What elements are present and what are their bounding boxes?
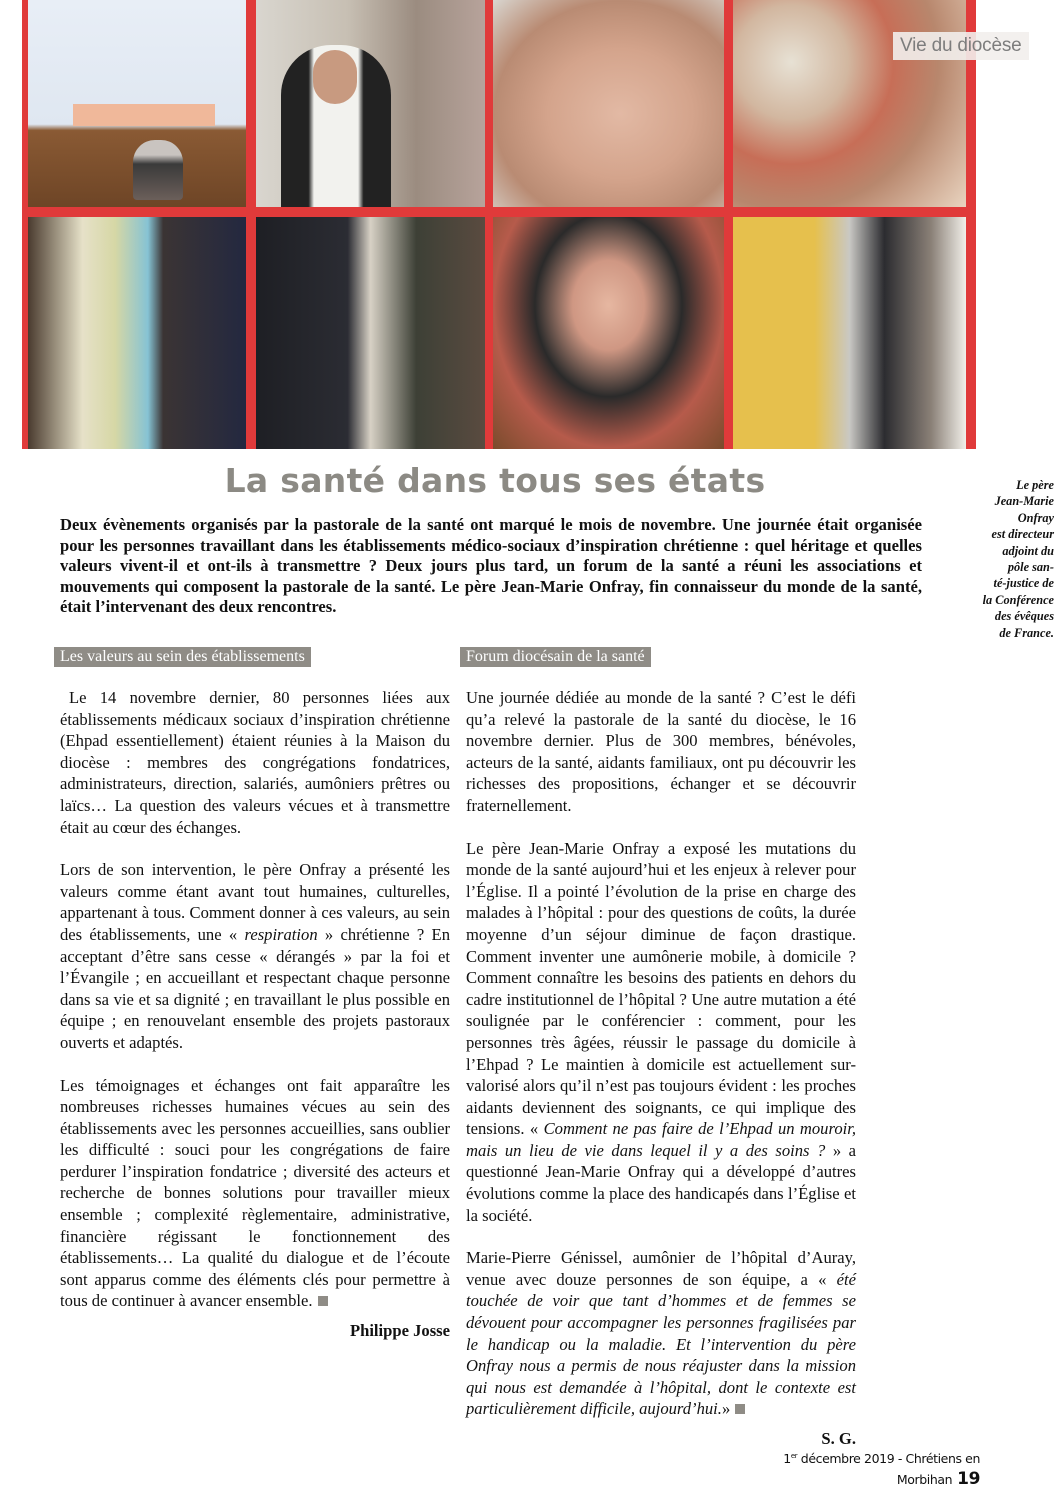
right-column-heading: Forum diocésain de la santé: [460, 647, 651, 667]
photo-forum-stands: [733, 217, 966, 449]
photo-grid: [22, 0, 976, 449]
photo-two-men: [256, 217, 485, 449]
caption-line: Le père: [1016, 478, 1054, 492]
author-signature: Philippe Josse: [349, 1321, 450, 1341]
caption-line: té-justice de: [993, 576, 1054, 591]
emphasis: été touchée de voir que tant d’hommes et de femmes se dévouent pour accompagner les personnes fragilisées par le handicap ou la maladie. Et l’intervention du père Onfray nous a permis de nous réajuster dans la mission qui nous est demandée à l’hôpital, dont le contexte est particulièrement difficile, aujourd’hui.: [466, 1269, 856, 1419]
paragraph: [60, 1075, 450, 1313]
caption-line: adjoint du: [1002, 543, 1054, 558]
left-column: [60, 645, 450, 1342]
article-lede: Deux évènements organisés par la pastorale de la santé ont marqué le mois de novembre. Une journée était organisée pour les personnes travaillant dans les établissements médico-sociaux d’inspiration chrétienne : quel héritage et quelles valeurs vivent-il et ont-ils à transmettre ? Deux jours plus tard, un forum de la santé a réuni les associations et mouvements qui composent la pastorale de la santé. Le père Jean-Marie Onfray, fin connaisseur du monde de la santé, était l’intervenant des deux rencontres.: [60, 515, 922, 617]
photo-pere-onfray: [493, 217, 724, 449]
text-run: »: [721, 1399, 731, 1419]
paragraph: Le 14 novembre dernier, 80 personnes liées aux établissements médicaux sociaux d’inspiration chrétienne (Ehpad essentiellement) étaient réunies à la Maison du diocèse : membres des congrégations fondatrices, administrateurs, direction, salariés, aumôniers prêtres ou laïcs… La question des valeurs vécues et à transmettre était au cœur des échanges.: [60, 688, 450, 837]
paragraph: [466, 1247, 856, 1420]
text-run: Les témoignages et échanges ont fait apparaître les nombreuses richesses humaines vécues au sein des établissements avec les personnes accueillies, sans oublier les difficulté : souci pour les congrégations de faire perdurer l’inspiration fondatrice ; diversité des acteurs et recherche de bonnes solutions pour travailler mieux ensemble ; complexité règlementaire, administrative, financière régissant le fonctionnement des établissements… La qualité du dialogue et de l’écoute sont apparus comme des éléments clés pour permettre à tous de continuer à avancer ensemble.: [60, 1075, 450, 1311]
paragraph: [60, 859, 450, 1053]
photo-conference-speaker: [28, 0, 246, 207]
caption-line: la Conférence: [982, 592, 1054, 607]
end-of-article-square-icon: [318, 1296, 328, 1306]
text-run: » a questionné Jean-Marie Onfray qui a développé d’autres évolutions comme la place des handicapés dans l’Église et la société.: [466, 1140, 857, 1225]
text-run: Lors de son intervention, le père Onfray a présenté les valeurs comme étant avant tout humaines, culturelles, appartenant à tous. Comment donner à ces valeurs, au sein des établissements, une «: [60, 860, 450, 944]
right-column: [466, 645, 856, 1450]
photo-caption: [968, 477, 1054, 641]
paragraph: Une journée dédiée au monde de la santé ? C’est le défi qu’a relevé la pastorale de la santé du diocèse, le 16 novembre dernier. Plus de 300 membres, bénévoles, acteurs de la santé, aidants familiaux, ont pu découvrir les richesses des propositions, échanger et se découvrir fraternellement.: [466, 688, 856, 815]
photo-smiling-face: [493, 0, 724, 207]
caption-line: des évêques: [994, 609, 1054, 624]
footer-date-publication: décembre 2019 - Chrétiens en Morbihan: [797, 1451, 980, 1487]
caption-line: de France.: [999, 625, 1054, 640]
caption-line: Onfray: [1017, 510, 1054, 525]
footer-day-suffix: er: [790, 1452, 798, 1460]
left-column-heading: Les valeurs au sein des établissements: [54, 647, 311, 667]
page-footer: [700, 1446, 980, 1490]
caption-line: Jean-Marie: [994, 494, 1054, 509]
paragraph: [466, 838, 856, 1227]
text-run: » chrétienne ? En acceptant d’être sans cesse « dérangés » par la foi et l’Évangile ; en accueillant et respectant chaque personne dans sa vie et sa dignité ; en travaillant le plus possible en équipe ; en renouvelant ensemble des projets pastoraux ouverts et adaptés.: [60, 924, 450, 1052]
text-run: Le père Jean-Marie Onfray a exposé les mutations du monde de la santé aujourd’hui et les enjeux à relever pour l’Église. Il a pointé l’évolution de la prise en charge des malades à l’hôpital : pour des questions de coûts, la durée moyenne d’un séjour diminue de façon drastique. Comment inventer une aumônerie mobile, à domicile ? Comment connaître les besoins des patients en dehors du cadre institutionnel de l’hôpital ? Une autre mutation a été soulignée par le conférencier : comment, pour les personnes très âgées, réussir le passage du domicile à l’Ehpad ? Le maintien à domicile est actuellement sur-valorisé alors qu’il n’est pas toujours évident : les proches aidants deviennent des soignants, ce qui implique des tensions. «: [466, 838, 856, 1139]
article-title: La santé dans tous ses états: [224, 461, 766, 500]
footer-day: 1: [783, 1451, 791, 1466]
emphasis: respiration: [244, 924, 318, 944]
section-tag: Vie du diocèse: [893, 32, 1029, 60]
end-of-article-square-icon: [735, 1404, 745, 1414]
caption-line: est directeur: [991, 527, 1054, 542]
emphasis: Comment ne pas faire de l’Ehpad un mouroir, mais un lieu de vie dans lequel il y a des soins ?: [466, 1119, 856, 1160]
caption-line: pôle san-: [1007, 560, 1054, 575]
photo-nun: [256, 0, 485, 207]
photo-conversation-stained-glass: [28, 217, 246, 449]
page-number: 19: [957, 1469, 980, 1489]
author-signature: S. G.: [821, 1429, 856, 1448]
text-run: Marie-Pierre Génissel, aumônier de l’hôpital d’Auray, venue avec douze personnes de son équipe, a «: [466, 1248, 856, 1289]
